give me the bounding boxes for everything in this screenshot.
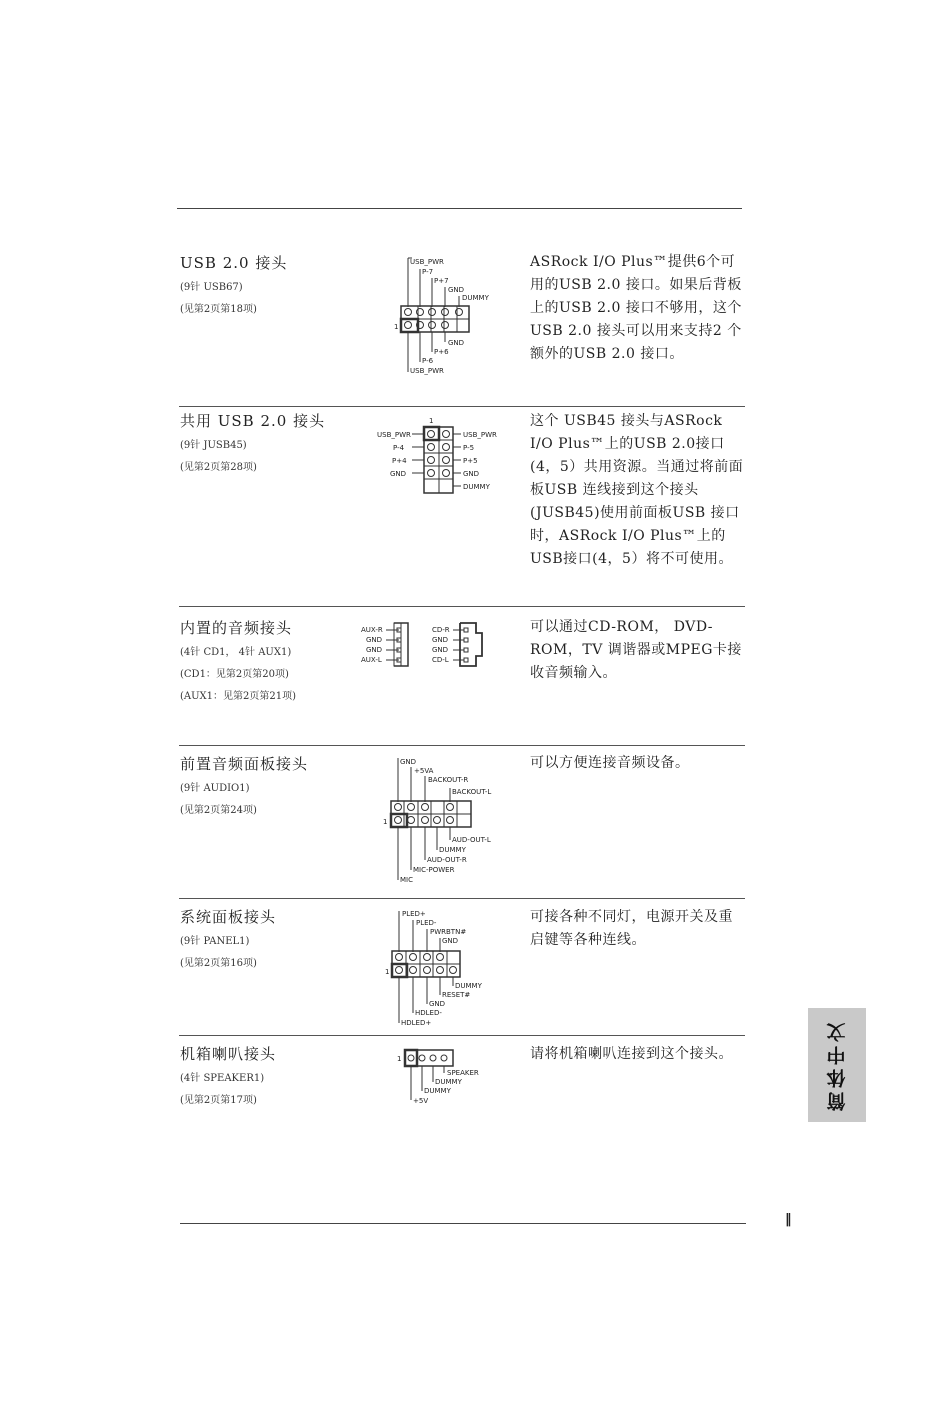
pin1-marker: 1 (383, 818, 388, 826)
pin-count: (9针 AUDIO1) (180, 783, 250, 794)
section-description: 请将机箱喇叭连接到这个接头。 (530, 1046, 733, 1062)
label-pled-minus: PLED- (416, 919, 437, 927)
label-right-dummy: DUMMY (463, 483, 490, 491)
audio1-pin-diagram (380, 752, 505, 888)
pin-count: (4针 CD1， 4针 AUX1) (180, 647, 292, 658)
label-cd-gnd: GND (432, 636, 449, 644)
label-aux-gnd: GND (366, 636, 383, 644)
pin-count: (4针 SPEAKER1) (180, 1073, 265, 1084)
label-5va: +5VA (414, 767, 434, 775)
label-backout-l: BACKOUT-L (452, 788, 492, 796)
label-gnd-bottom: GND (429, 1000, 446, 1008)
label-mic: MIC (400, 876, 413, 884)
page-reference-aux: (AUX1：见第2页第21项) (180, 691, 297, 702)
label-p-minus-7: P-7 (422, 268, 434, 276)
language-side-tab (808, 1008, 866, 1122)
pin-count: (9针 PANEL1) (180, 936, 250, 947)
label-aud-out-l: AUD-OUT-L (452, 836, 491, 844)
label-hdled-minus: HDLED- (415, 1009, 442, 1017)
section-usb67-info (180, 253, 370, 317)
label-reset: RESET# (442, 991, 471, 999)
label-cd-l: CD-L (432, 656, 449, 664)
row-separator (179, 406, 745, 407)
page-number: ‖ (785, 1212, 792, 1227)
page-reference: (见第2页第16项) (180, 958, 257, 969)
label-hdled-plus: HDLED+ (401, 1019, 432, 1027)
label-gnd: GND (442, 937, 459, 945)
label-usb-pwr: USB_PWR (410, 258, 444, 266)
label-right-usb-pwr: USB_PWR (463, 431, 497, 439)
pin1-marker: 1 (429, 417, 434, 425)
label-speaker: SPEAKER (447, 1069, 479, 1077)
label-left-p-minus-4: P-4 (393, 444, 405, 452)
jusb45-pin-diagram (372, 413, 502, 502)
label-dummy: DUMMY (435, 1078, 462, 1086)
label-pwrbtn: PWRBTN# (430, 928, 467, 936)
section-description: 可接各种不同灯，电源开关及重启键等各种连线。 (530, 909, 733, 948)
label-p-plus-7: P+7 (434, 277, 449, 285)
cd-aux-pin-diagram (358, 618, 493, 677)
section-title: 系统面板接头 (180, 908, 277, 926)
row-separator (179, 898, 745, 899)
label-aud-out-r: AUD-OUT-R (427, 856, 467, 864)
label-mic-power: MIC-POWER (413, 866, 455, 874)
label-p-plus-6: P+6 (434, 348, 449, 356)
page-reference: (见第2页第24项) (180, 805, 257, 816)
page-reference: (CD1：见第2页第20项) (180, 669, 289, 680)
section-title: 机箱喇叭接头 (180, 1045, 277, 1063)
pin1-marker: 1 (397, 1055, 402, 1063)
section-description: ASRock I/O Plus™提供6个可用的USB 2.0 接口。如果后背板上的USB 2.0 接口不够用，这个USB 2.0 接头可以用来支持2 个额外的USB 2.0 接口。 (530, 254, 742, 362)
header-rule (177, 208, 742, 209)
label-dummy: DUMMY (455, 982, 482, 990)
label-aux-gnd: GND (366, 646, 383, 654)
page-reference: (见第2页第17项) (180, 1095, 257, 1106)
label-aux-l: AUX-L (361, 656, 382, 664)
section-description: 可以方便连接音频设备。 (530, 755, 690, 771)
label-cd-r: CD-R (432, 626, 450, 634)
label-dummy: DUMMY (462, 294, 489, 302)
label-left-gnd: GND (390, 470, 407, 478)
section-panel-info (180, 907, 370, 971)
footer-rule (180, 1223, 746, 1224)
label-pled-plus: PLED+ (402, 910, 426, 918)
label-dummy: DUMMY (424, 1087, 451, 1095)
label-cd-gnd: GND (432, 646, 449, 654)
label-p-minus-6: P-6 (422, 357, 434, 365)
section-title: 共用 USB 2.0 接头 (180, 412, 326, 430)
label-usb-pwr-bottom: USB_PWR (410, 367, 444, 375)
row-separator (179, 1035, 745, 1036)
label-left-usb-pwr: USB_PWR (377, 431, 411, 439)
label-gnd-bottom: GND (448, 339, 465, 347)
section-title: USB 2.0 接头 (180, 254, 288, 272)
pin1-marker: 1 (385, 968, 390, 976)
label-right-gnd: GND (463, 470, 480, 478)
section-front-audio-info (180, 754, 370, 818)
row-separator (179, 745, 745, 746)
usb67-pin-diagram (388, 252, 508, 381)
label-left-p-plus-4: P+4 (392, 457, 407, 465)
section-jusb45-info (180, 411, 370, 475)
label-gnd: GND (448, 286, 465, 294)
page-reference: (见第2页第18项) (180, 304, 257, 315)
row-separator (179, 606, 745, 607)
pin-count: (9针 JUSB45) (180, 440, 247, 451)
page-reference: (见第2页第28项) (180, 462, 257, 473)
label-gnd: GND (400, 758, 417, 766)
label-5v: +5V (413, 1097, 429, 1105)
language-tab-label: 简体中文 (826, 1019, 849, 1111)
pin-count: (9针 USB67) (180, 282, 243, 293)
panel1-pin-diagram (382, 906, 502, 1032)
label-dummy: DUMMY (439, 846, 466, 854)
section-description: 可以通过CD-ROM， DVD-ROM，TV 调谐器或MPEG卡接收音频输入。 (530, 619, 742, 681)
label-aux-r: AUX-R (361, 626, 383, 634)
section-audio-in-info (180, 618, 370, 704)
speaker1-pin-diagram (393, 1046, 493, 1112)
label-right-p-minus-5: P-5 (463, 444, 475, 452)
pin1-marker: 1 (394, 323, 399, 331)
section-title: 内置的音频接头 (180, 619, 293, 637)
label-right-p-plus-5: P+5 (463, 457, 478, 465)
section-speaker-info (180, 1044, 370, 1108)
label-backout-r: BACKOUT-R (428, 776, 469, 784)
section-title: 前置音频面板接头 (180, 755, 309, 773)
section-description: 这个 USB45 接头与ASRock I/O Plus™上的USB 2.0接口(4，5）共用资源。当通过将前面板USB 连线接到这个接头(JUSB45)使用前面板USB 接口时，ASRock I/O Plus™上的USB接口(4，5）将不可使用。 (530, 413, 744, 567)
